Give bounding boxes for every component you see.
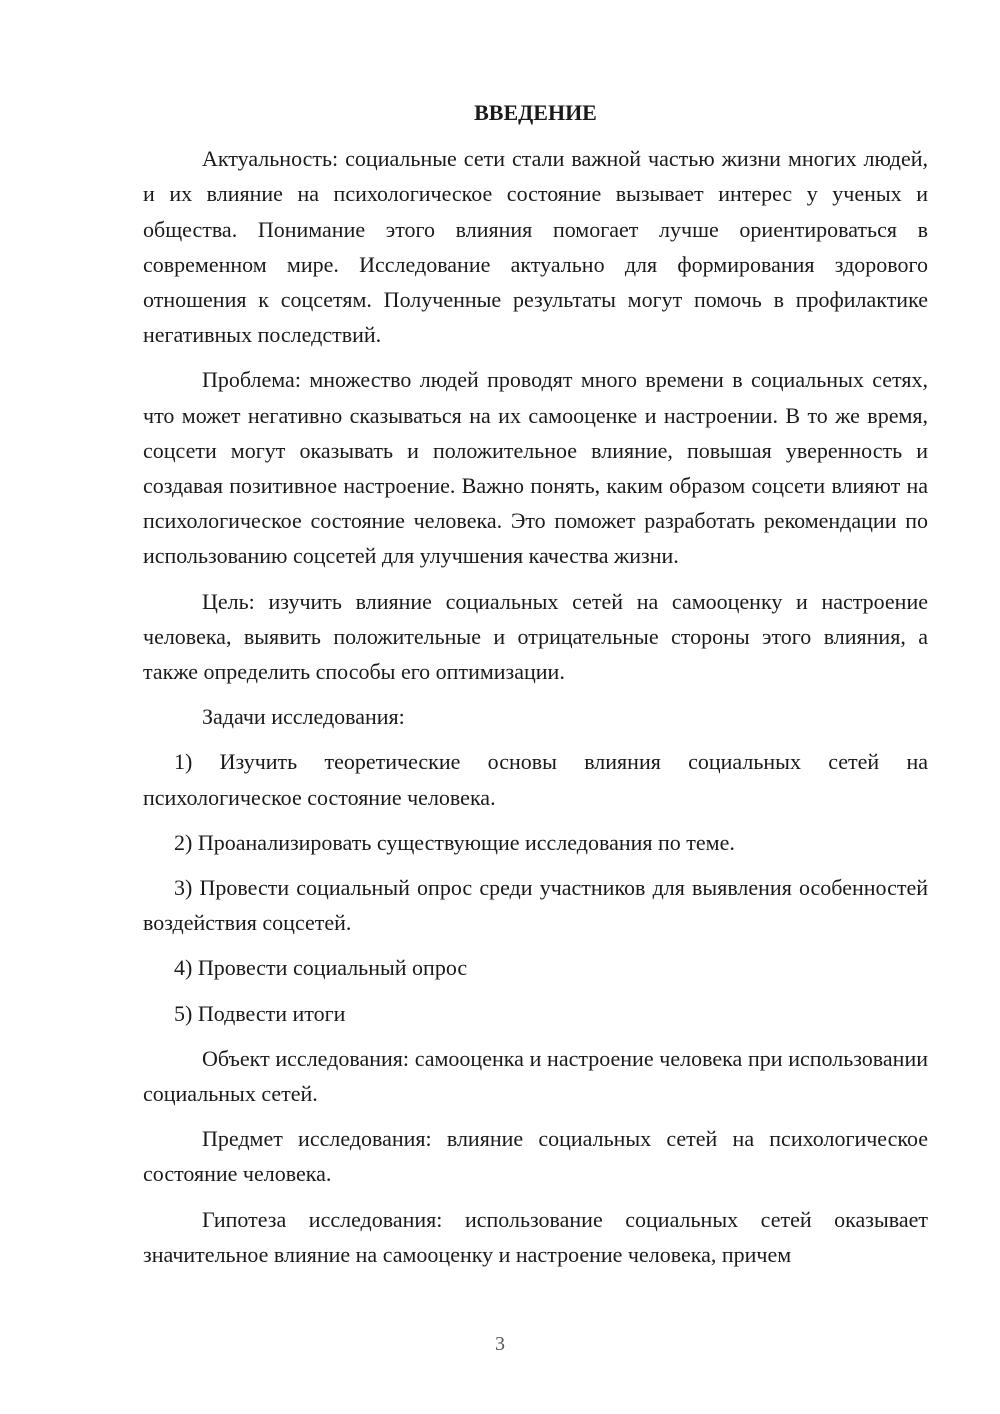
- section-title: ВВЕДЕНИЕ: [474, 100, 597, 125]
- hypothesis-paragraph: Гипотеза исследования: использование социальных сетей оказывает значительное влияние на самооценку и настроение человека, причем: [143, 1206, 928, 1267]
- document-page: [143, 95, 928, 1282]
- task-item: 4) Провести социальный опрос: [174, 955, 468, 981]
- goal-paragraph: Цель: изучить влияние социальных сетей на самооценку и настроение человека, выявить положительные и отрицательные стороны этого влияния, а также определить способы его оптимизации.: [143, 588, 928, 685]
- page-number: 3: [495, 1333, 505, 1355]
- task-item: 2) Проанализировать существующие исследования по теме.: [174, 829, 735, 855]
- problem-paragraph: Проблема: множество людей проводят много времени в социальных сетях, что может негативно сказываться на их самооценке и настроении. В то же время, соцсети могут оказывать и положительное влияние, повышая уверенность и создавая позитивное настроение. Важно понять, каким образом соцсети влияют на психологическое состояние человека. Это поможет разработать рекомендации по использованию соцсетей для улучшения качества жизни.: [143, 367, 928, 569]
- relevance-paragraph: Актуальность: социальные сети стали важной частью жизни многих людей, и их влияние на психологическое состояние вызывает интерес у ученых и общества. Понимание этого влияния помогает лучше ориентироваться в современном мире. Исследование актуально для формирования здорового отношения к соцсетям. Полученные результаты могут помочь в профилактике негативных последствий.: [143, 146, 928, 348]
- task-item: 1) Изучить теоретические основы влияния социальных сетей на психологическое состояние человека.: [143, 749, 928, 810]
- tasks-heading: Задачи исследования:: [202, 704, 405, 730]
- tasks-list: [143, 744, 928, 1030]
- task-item: 5) Подвести итоги: [174, 1000, 346, 1026]
- object-paragraph: Объект исследования: самооценка и настроение человека при использовании социальных сетей.: [143, 1045, 928, 1107]
- task-item: 3) Провести социальный опрос среди участников для выявления особенностей воздействия соцсетей.: [143, 875, 928, 936]
- subject-paragraph: Предмет исследования: влияние социальных сетей на психологическое состояние человека.: [143, 1126, 928, 1187]
